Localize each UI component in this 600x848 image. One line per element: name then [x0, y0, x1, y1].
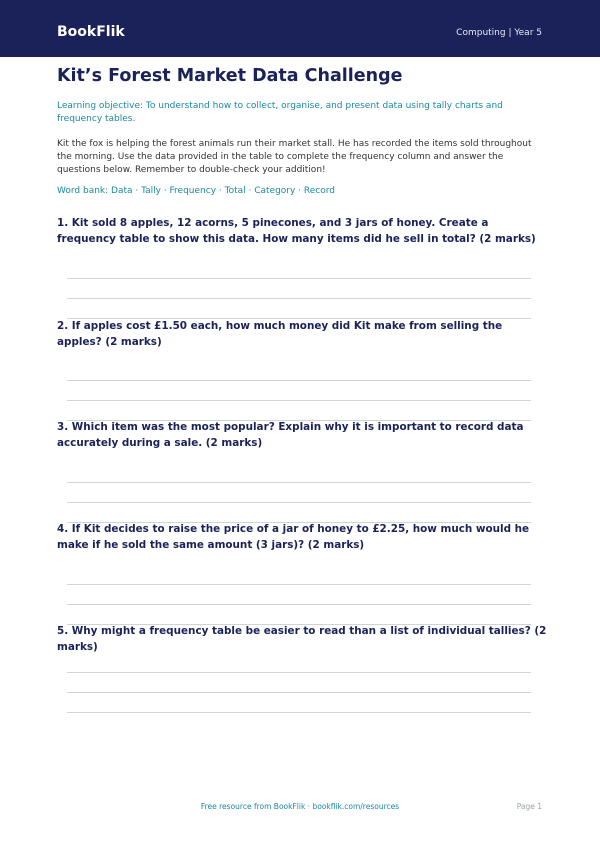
answer-line[interactable]: [67, 400, 531, 401]
learning-objective: Learning objective: To understand how to collect, organise, and present data using tally charts and frequency tables.: [57, 101, 503, 124]
question-1: 1. Kit sold 8 apples, 12 acorns, 5 pinecones, and 3 jars of honey. Create a frequency table to show this data. How many items did he sell in total? (2 marks): [57, 217, 536, 245]
page-number: Page 1: [516, 802, 542, 811]
answer-line[interactable]: [67, 712, 531, 713]
answer-line[interactable]: [67, 278, 531, 279]
brand-logo: BookFlik: [57, 24, 125, 40]
answer-line[interactable]: [67, 298, 531, 299]
subject-label: Computing | Year 5: [456, 28, 542, 38]
answer-line[interactable]: [67, 692, 531, 693]
question-3: 3. Which item was the most popular? Explain why it is important to record data accurately during a sale. (2 marks): [57, 421, 524, 449]
header-bar: [0, 0, 600, 57]
question-2: 2. If apples cost £1.50 each, how much money did Kit make from selling the apples? (2 marks): [57, 320, 503, 348]
page-title: Kit’s Forest Market Data Challenge: [57, 66, 403, 86]
answer-line[interactable]: [67, 604, 531, 605]
intro-paragraph: Kit the fox is helping the forest animals run their market stall. He has recorded the items sold throughout the morning. Use the data provided in the table to complete the frequency column and answer the questions below. Remember to double-check your addition!: [57, 139, 532, 175]
question-5: 5. Why might a frequency table be easier to read than a list of individual tallies? (2 marks): [57, 625, 547, 653]
answer-line[interactable]: [67, 672, 531, 673]
word-bank: Word bank: Data · Tally · Frequency · Total · Category · Record: [57, 186, 336, 196]
footer-credit: Free resource from BookFlik · bookflik.com/resources: [200, 802, 400, 811]
answer-line[interactable]: [67, 584, 531, 585]
answer-line[interactable]: [67, 380, 531, 381]
question-4: 4. If Kit decides to raise the price of a jar of honey to £2.25, how much would he make if he sold the same amount (3 jars)? (2 marks): [57, 523, 530, 551]
answer-line[interactable]: [67, 502, 531, 503]
answer-line[interactable]: [67, 482, 531, 483]
